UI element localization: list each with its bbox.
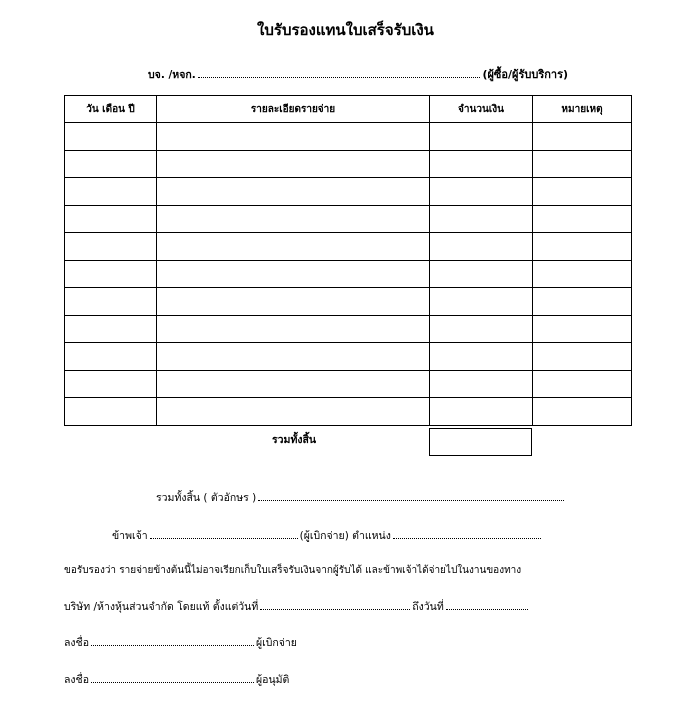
details-cell[interactable] <box>157 150 430 178</box>
date-cell[interactable] <box>65 123 157 151</box>
total-text-field[interactable] <box>258 491 564 501</box>
amount-cell[interactable] <box>430 178 533 206</box>
date-cell[interactable] <box>65 288 157 316</box>
date-cell[interactable] <box>65 370 157 398</box>
signature-line-payer <box>64 634 297 651</box>
amount-cell[interactable] <box>430 398 533 426</box>
payer-position-field[interactable] <box>393 529 541 539</box>
details-cell[interactable] <box>157 315 430 343</box>
form-title: ใบรับรองแทนใบเสร็จรับเงิน <box>257 21 434 39</box>
company-prefix: บจ. /หจก. <box>148 69 196 81</box>
amount-cell[interactable] <box>430 315 533 343</box>
certify-line <box>64 563 521 578</box>
remark-cell[interactable] <box>533 398 632 426</box>
amount-cell[interactable] <box>430 205 533 233</box>
start-date-field[interactable] <box>260 600 410 610</box>
amount-cell[interactable] <box>430 233 533 261</box>
remark-cell[interactable] <box>533 233 632 261</box>
company-suffix: (ผู้ซื้อ/ผู้รับบริการ) <box>482 68 568 81</box>
table-row <box>65 343 632 371</box>
remark-cell[interactable] <box>533 123 632 151</box>
date-cell[interactable] <box>65 205 157 233</box>
signature-line-approver <box>64 671 289 688</box>
header-remark: หมายเหตุ <box>533 96 632 123</box>
details-cell[interactable] <box>157 233 430 261</box>
remark-cell[interactable] <box>533 288 632 316</box>
payer-prefix: ข้าพเจ้า <box>112 530 148 542</box>
company-line <box>148 65 568 83</box>
remark-cell[interactable] <box>533 178 632 206</box>
amount-cell[interactable] <box>430 343 533 371</box>
date-cell[interactable] <box>65 315 157 343</box>
sign-label-approver: ลงชื่อ <box>64 674 89 686</box>
payer-name-field[interactable] <box>150 529 298 539</box>
date-range-line <box>64 598 530 615</box>
table-row <box>65 123 632 151</box>
payer-signature-field[interactable] <box>91 636 254 646</box>
remark-cell[interactable] <box>533 150 632 178</box>
total-amount-field[interactable] <box>429 428 532 456</box>
remark-cell[interactable] <box>533 205 632 233</box>
company-type-text: บริษัท /ห้างหุ้นส่วนจำกัด โดยแท้ ตั้งแต่วันที่ <box>64 601 259 613</box>
table-row <box>65 205 632 233</box>
company-name-field[interactable] <box>198 67 481 78</box>
until-label: ถึงวันที่ <box>412 601 444 613</box>
table-row <box>65 398 632 426</box>
table-row <box>65 178 632 206</box>
signer-role-approver: ผู้อนุมัติ <box>256 674 290 686</box>
table-header-row <box>65 96 632 123</box>
table-row <box>65 233 632 261</box>
details-cell[interactable] <box>157 398 430 426</box>
date-cell[interactable] <box>65 150 157 178</box>
table-row <box>65 288 632 316</box>
total-text-line <box>156 489 566 506</box>
remark-cell[interactable] <box>533 315 632 343</box>
table-row <box>65 315 632 343</box>
total-text-label: รวมทั้งสิ้น ( ตัวอักษร ) <box>156 492 257 504</box>
amount-cell[interactable] <box>430 260 533 288</box>
remark-cell[interactable] <box>533 343 632 371</box>
details-cell[interactable] <box>157 370 430 398</box>
header-details: รายละเอียดรายจ่าย <box>157 96 430 123</box>
table-row <box>65 260 632 288</box>
remark-cell[interactable] <box>533 260 632 288</box>
expense-table <box>64 95 632 426</box>
date-cell[interactable] <box>65 398 157 426</box>
header-amount: จำนวนเงิน <box>430 96 533 123</box>
approver-signature-field[interactable] <box>91 673 254 683</box>
end-date-field[interactable] <box>446 600 528 610</box>
details-cell[interactable] <box>157 288 430 316</box>
payer-middle: (ผู้เบิกจ่าย) ตำแหน่ง <box>299 530 391 542</box>
date-cell[interactable] <box>65 343 157 371</box>
table-row <box>65 150 632 178</box>
date-cell[interactable] <box>65 178 157 206</box>
date-cell[interactable] <box>65 233 157 261</box>
table-row <box>65 370 632 398</box>
details-cell[interactable] <box>157 260 430 288</box>
date-cell[interactable] <box>65 260 157 288</box>
details-cell[interactable] <box>157 123 430 151</box>
remark-cell[interactable] <box>533 370 632 398</box>
signer-role-payer: ผู้เบิกจ่าย <box>256 637 297 649</box>
total-label: รวมทั้งสิ้น <box>272 434 317 446</box>
sign-label-payer: ลงชื่อ <box>64 637 89 649</box>
payer-line <box>112 527 543 544</box>
header-date: วัน เดือน ปี <box>65 96 157 123</box>
amount-cell[interactable] <box>430 370 533 398</box>
certify-text: ขอรับรองว่า รายจ่ายข้างต้นนี้ไม่อาจเรียกเก็บใบเสร็จรับเงินจากผู้รับได้ และข้าพเจ้าได้จ่ายไปในงานของทาง <box>64 565 522 576</box>
amount-cell[interactable] <box>430 288 533 316</box>
amount-cell[interactable] <box>430 150 533 178</box>
details-cell[interactable] <box>157 343 430 371</box>
details-cell[interactable] <box>157 178 430 206</box>
details-cell[interactable] <box>157 205 430 233</box>
amount-cell[interactable] <box>430 123 533 151</box>
